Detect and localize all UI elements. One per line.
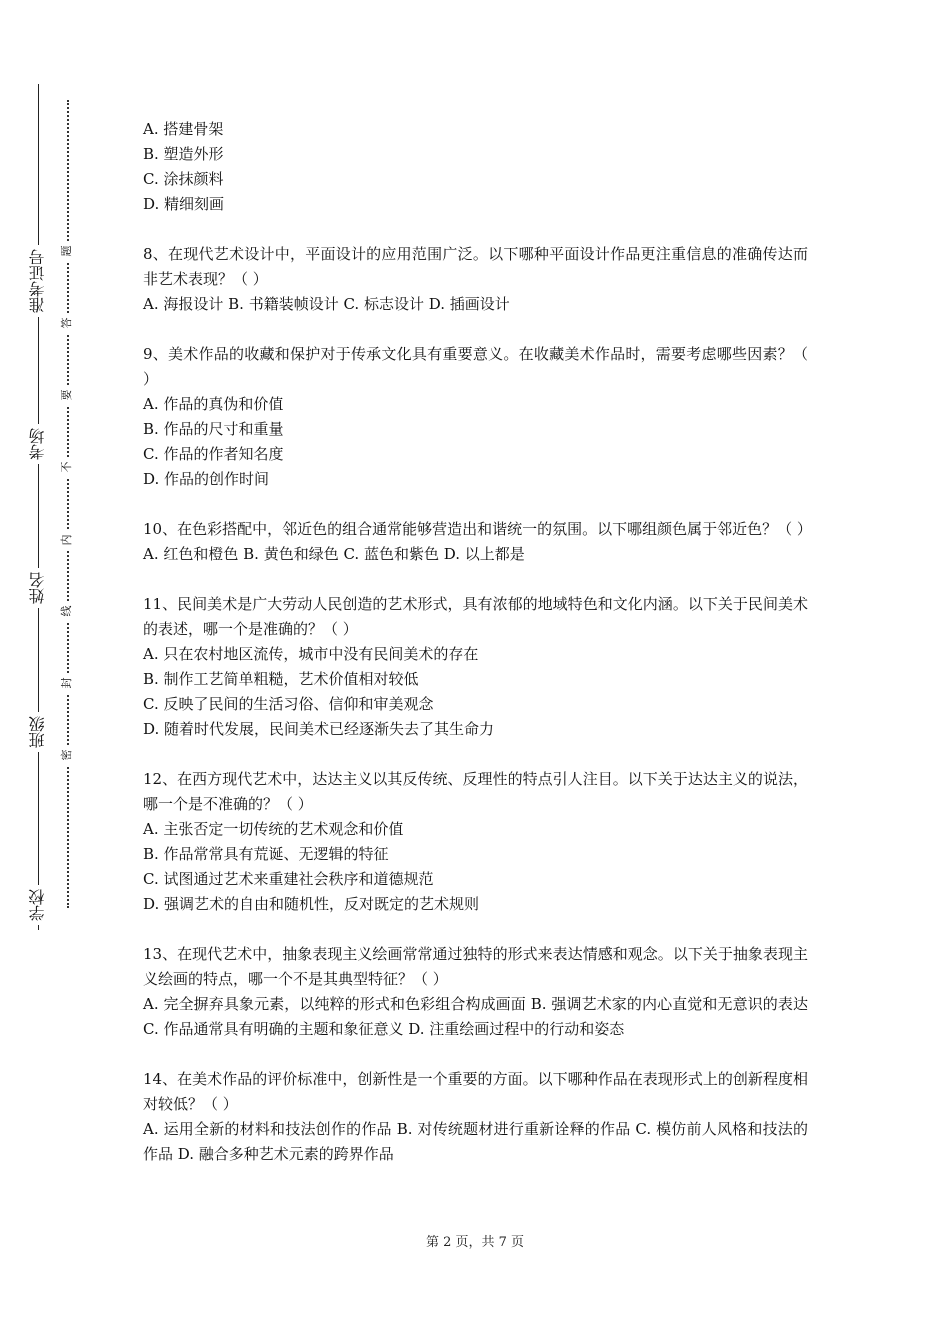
seal-char: 密	[60, 745, 74, 765]
question-10	[143, 517, 812, 567]
seal-char: 要	[60, 385, 74, 405]
question-11	[143, 592, 808, 742]
option: C. 作品的作者知名度	[143, 445, 284, 463]
option: B. 塑造外形	[143, 145, 224, 163]
option: C. 涂抹颜料	[143, 170, 224, 188]
question-options: A. 运用全新的材料和技法创作的作品 B. 对传统题材进行重新诠释的作品 C. 模仿前人风格和技法的作品 D. 融合多种艺术元素的跨界作品	[143, 1120, 808, 1163]
question-14	[143, 1067, 808, 1167]
question-options: A. 完全摒弃具象元素，以纯粹的形式和色彩组合构成画面 B. 强调艺术家的内心直觉和无意识的表达 C. 作品通常具有明确的主题和象征意义 D. 注重绘画过程中的行动和姿态	[143, 995, 808, 1038]
question-9	[143, 342, 808, 492]
field-exam-room: 考场	[20, 424, 56, 464]
seal-char: 答	[60, 313, 74, 333]
question-list	[143, 117, 812, 1167]
option: A. 主张否定一切传统的艺术观念和价值	[143, 820, 404, 838]
option: B. 制作工艺简单粗糙，艺术价值相对较低	[143, 670, 419, 688]
option: B. 作品的尺寸和重量	[143, 420, 284, 438]
option: B. 作品常常具有荒诞、无逻辑的特征	[143, 845, 389, 863]
option: A. 只在农村地区流传，城市中没有民间美术的存在	[143, 645, 479, 663]
seal-char: 不	[60, 457, 74, 477]
question-7-options	[143, 117, 808, 217]
question-stem: 11、民间美术是广大劳动人民创造的艺术形式，具有浓郁的地域特色和文化内涵。以下关于民间美术的表述，哪一个是准确的？（ ）	[143, 595, 808, 638]
option: D. 精细刻画	[143, 195, 225, 213]
option: D. 作品的创作时间	[143, 470, 270, 488]
page-footer: 第 2 页，共 7 页	[425, 1235, 525, 1250]
question-13	[143, 942, 808, 1042]
option: A. 搭建骨架	[143, 120, 224, 138]
question-stem: 14、在美术作品的评价标准中，创新性是一个重要的方面。以下哪种作品在表现形式上的创新程度相对较低？（ ）	[143, 1070, 808, 1113]
question-options: A. 红色和橙色 B. 黄色和绿色 C. 蓝色和紫色 D. 以上都是	[143, 545, 525, 563]
binding-solid-line	[38, 84, 39, 930]
question-12	[143, 767, 808, 917]
option: D. 随着时代发展，民间美术已经逐渐失去了其生命力	[143, 720, 495, 738]
question-stem: 9、美术作品的收藏和保护对于传承文化具有重要意义。在收藏美术作品时，需要考虑哪些因素？（ ）	[143, 345, 808, 388]
binding-margin	[0, 0, 90, 1344]
field-school: 学校	[20, 885, 56, 925]
question-stem: 13、在现代艺术中，抽象表现主义绘画常常通过独特的形式来表达情感和观念。以下关于抽象表现主义绘画的特点，哪一个不是其典型特征？（ ）	[143, 945, 808, 988]
field-class: 班级	[20, 712, 56, 752]
option: C. 试图通过艺术来重建社会秩序和道德规范	[143, 870, 434, 888]
question-stem: 12、在西方现代艺术中，达达主义以其反传统、反理性的特点引人注目。以下关于达达主义的说法，哪一个是不准确的？（ ）	[143, 770, 808, 813]
option: D. 强调艺术的自由和随机性，反对既定的艺术规则	[143, 895, 480, 913]
seal-char: 封	[60, 673, 74, 693]
binding-dotted-line	[67, 100, 69, 908]
question-stem: 10、在色彩搭配中，邻近色的组合通常能够营造出和谐统一的氛围。以下哪组颜色属于邻近色？（ ）	[143, 520, 812, 538]
field-name: 姓名	[20, 568, 56, 608]
option: C. 反映了民间的生活习俗、信仰和审美观念	[143, 695, 434, 713]
question-8	[143, 242, 808, 317]
seal-char: 题	[60, 241, 74, 261]
field-exam-number: 准考证号	[20, 245, 56, 317]
seal-char: 内	[60, 530, 74, 550]
question-options: A. 海报设计 B. 书籍装帧设计 C. 标志设计 D. 插画设计	[143, 295, 510, 313]
question-stem: 8、在现代艺术设计中，平面设计的应用范围广泛。以下哪种平面设计作品更注重信息的准确传达而非艺术表现？（ ）	[143, 245, 808, 288]
option: A. 作品的真伪和价值	[143, 395, 284, 413]
seal-char: 线	[60, 601, 74, 621]
